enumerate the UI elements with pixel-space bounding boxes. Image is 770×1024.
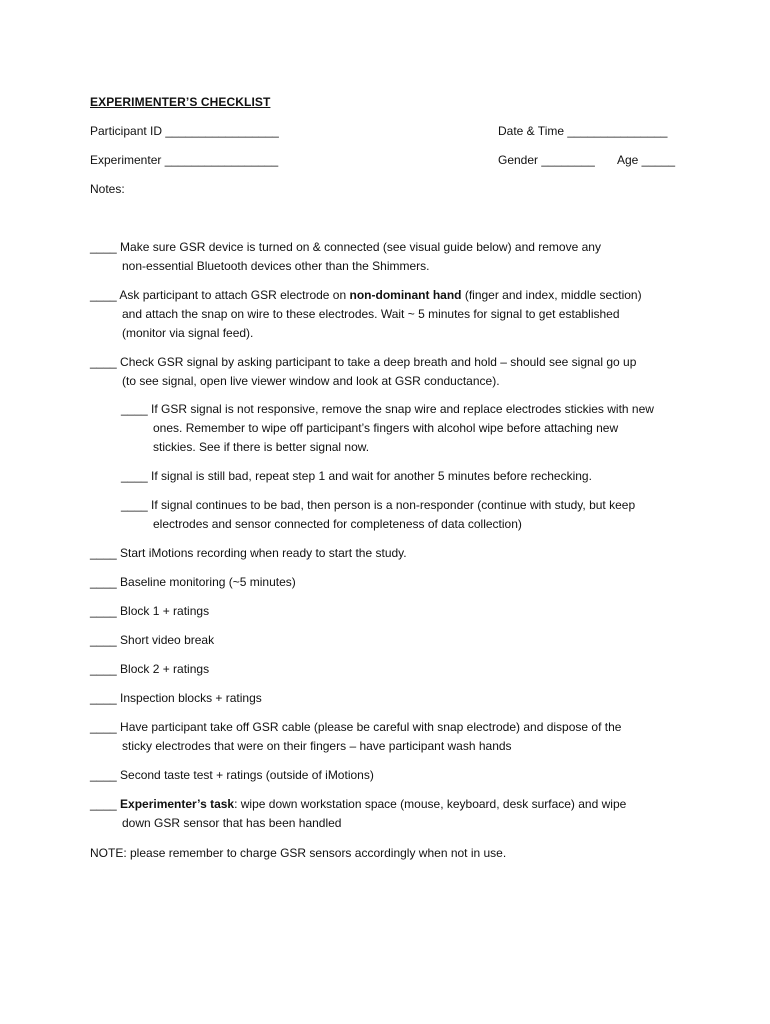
item-line: ____ Baseline monitoring (~5 minutes): [90, 575, 296, 589]
gender-field: Gender ________: [498, 153, 595, 167]
item-line: electrodes and sensor connected for completeness of data collection): [153, 517, 522, 531]
item-text: ____: [90, 797, 121, 811]
item-text: : wipe down workstation space (mouse, keyboard, desk surface) and wipe: [234, 797, 627, 811]
checklist-item: [90, 718, 690, 756]
experimenter-field: Experimenter _________________: [90, 153, 279, 167]
item-line: ____ Block 2 + ratings: [90, 662, 210, 676]
checklist-item: [90, 286, 690, 343]
item-line: ____ Make sure GSR device is turned on & connected (see visual guide below) and remove any: [90, 240, 601, 254]
participant-id-field: Participant ID _________________: [90, 124, 279, 138]
footer-note: NOTE: please remember to charge GSR sensors accordingly when not in use.: [90, 846, 507, 860]
item-line: (monitor via signal feed).: [122, 326, 254, 340]
item-line: ____ Block 1 + ratings: [90, 604, 210, 618]
checklist-item: [90, 795, 690, 833]
checklist-item: [90, 238, 690, 276]
item-emphasis: non-dominant hand: [349, 288, 462, 302]
item-line: and attach the snap on wire to these electrodes. Wait ~ 5 minutes for signal to get established: [122, 307, 620, 321]
item-line: (to see signal, open live viewer window and look at GSR conductance).: [122, 374, 500, 388]
item-line: non-essential Bluetooth devices other than the Shimmers.: [122, 259, 430, 273]
item-line: ____ If GSR signal is not responsive, remove the snap wire and replace electrodes stickies with new: [121, 402, 654, 416]
checklist-item: [90, 573, 690, 592]
item-line: ____ Start iMotions recording when ready to start the study.: [90, 546, 407, 560]
checklist-subitem: [121, 496, 693, 534]
item-emphasis: Experimenter’s task: [120, 797, 235, 811]
item-line: ones. Remember to wipe off participant’s fingers with alcohol wipe before attaching new: [153, 421, 619, 435]
checklist-item: [90, 766, 690, 785]
checklist-subitem: [121, 467, 693, 486]
item-text: (finger and index, middle section): [461, 288, 642, 302]
checklist-subitem: [121, 400, 693, 457]
item-line: ____ If signal is still bad, repeat step 1 and wait for another 5 minutes before rechecking.: [121, 469, 592, 483]
item-line: sticky electrodes that were on their fingers – have participant wash hands: [122, 739, 512, 753]
item-line: ____ Inspection blocks + ratings: [90, 691, 262, 705]
item-text: ____ Ask participant to attach GSR electrode on: [90, 288, 350, 302]
checklist-item: [90, 660, 690, 679]
item-line: [90, 795, 690, 814]
checklist-item: [90, 602, 690, 621]
checklist-item: [90, 631, 690, 650]
item-line: ____ Second taste test + ratings (outside of iMotions): [90, 768, 374, 782]
item-line: stickies. See if there is better signal now.: [153, 440, 370, 454]
checklist-item: [90, 544, 690, 563]
document-title: EXPERIMENTER’S CHECKLIST: [90, 95, 271, 109]
item-line: ____ If signal continues to be bad, then person is a non-responder (continue with study, but keep: [121, 498, 636, 512]
item-line: ____ Check GSR signal by asking participant to take a deep breath and hold – should see signal go up: [90, 355, 637, 369]
checklist-item: [90, 353, 690, 391]
item-line: down GSR sensor that has been handled: [122, 816, 342, 830]
checklist-item: [90, 689, 690, 708]
date-time-field: Date & Time _______________: [498, 124, 668, 138]
item-line: ____ Short video break: [90, 633, 215, 647]
age-field: Age _____: [617, 153, 676, 167]
item-line: ____ Have participant take off GSR cable (please be careful with snap electrode) and dispose of the: [90, 720, 622, 734]
notes-label: Notes:: [90, 182, 125, 196]
item-line: [90, 286, 690, 305]
